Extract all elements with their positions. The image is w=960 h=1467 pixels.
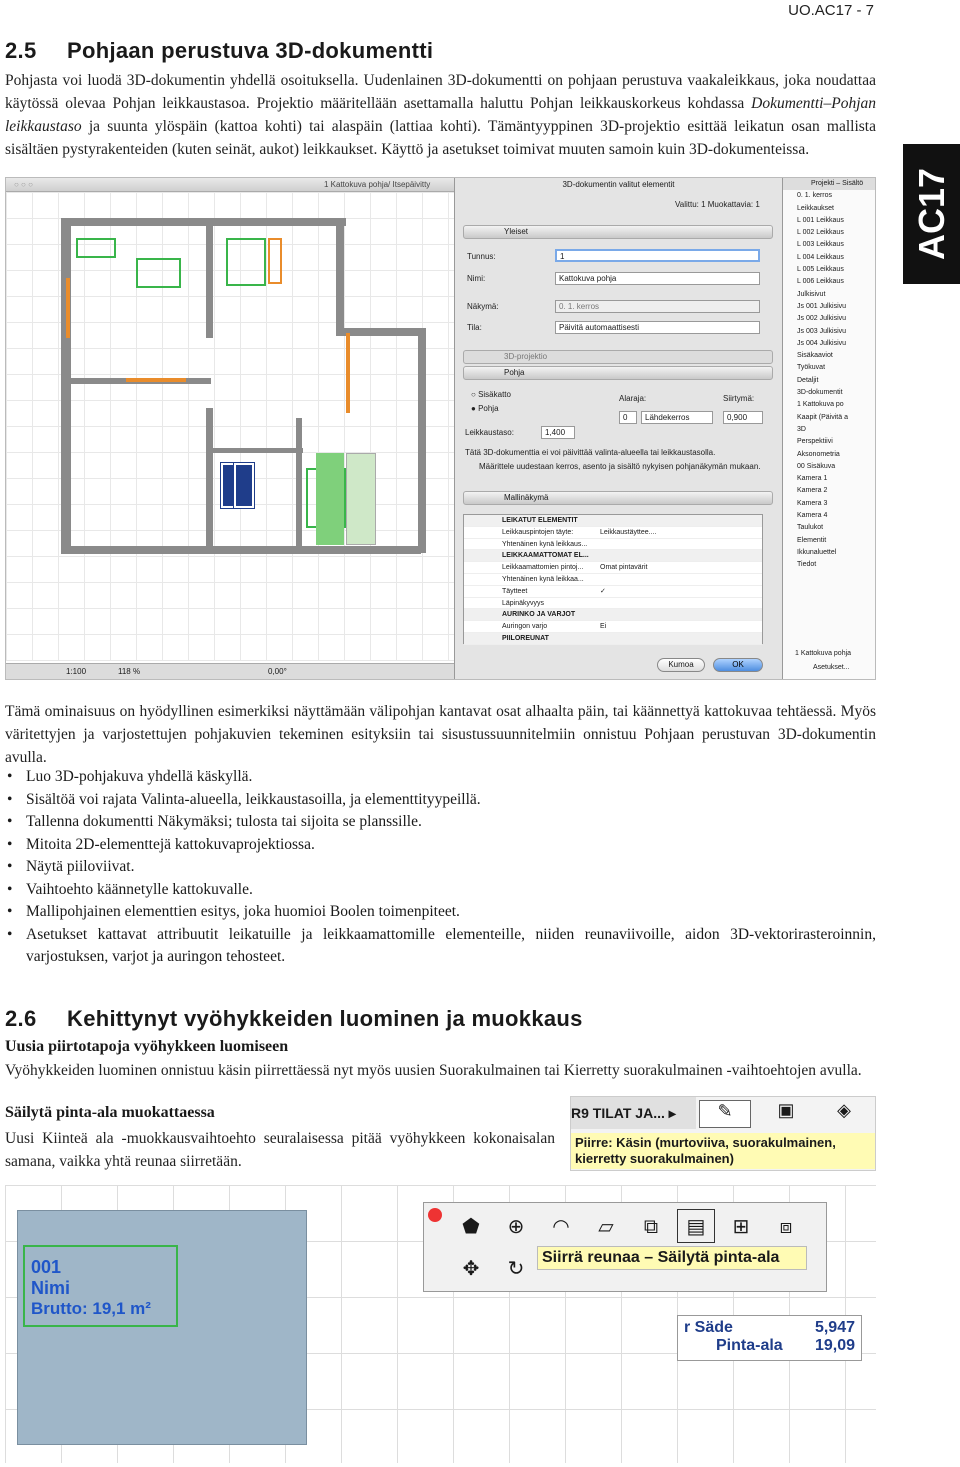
feature-item: • Luo 3D-pohjakuva yhdellä käskyllä. — [5, 766, 876, 789]
model-table-row[interactable]: Yhtenäinen kynä leikkaus... — [464, 539, 762, 551]
navigator-item[interactable]: Ikkunaluettel — [797, 548, 837, 556]
tracker-area-row — [684, 1337, 855, 1355]
id-label: Tunnus: — [467, 252, 496, 261]
tracker-box — [677, 1315, 862, 1361]
curve-edge-icon[interactable]: ◠ — [552, 1216, 570, 1238]
model-table-row[interactable]: Leikkauspintojen täyte: Leikkaustäyttee.... — [464, 527, 762, 539]
dialog-title: 3D-dokumentin valitut elementit — [562, 180, 675, 189]
intro-text-b: ja suunta ylöspäin (kattoa kohti) tai alaspäin (lattiaa kohti). Tämäntyyppinen 3D-projektio esittää leikatun osan mallista sisältäen pystyrakenteiden (kuten seinät, aukot) leikkaukset. Käyttö ja asetukset toimivat muuten samoin kuin 3D-dokumenteissa. — [5, 118, 876, 158]
model-table-row[interactable]: Leikkaamattomien pintoj... Omat pintavärit — [464, 562, 762, 574]
tracker-radius-row — [684, 1319, 855, 1337]
close-icon[interactable] — [428, 1208, 442, 1222]
navigator-item[interactable]: Julkisivut — [797, 290, 826, 298]
model-view-table — [463, 514, 763, 644]
navigator-item[interactable]: Kamera 1 — [797, 475, 828, 483]
radius-value[interactable]: 5,947 — [814, 1319, 855, 1336]
panel-3d-projection[interactable]: 3D-projektio — [463, 350, 773, 364]
area-value[interactable]: 19,09 — [814, 1337, 855, 1354]
keep-area-text: Uusi Kiinteä ala -muokkausvaihtoehto seuralaisessa pitää vyöhykkeen kokonaisalan samana, vaikka yhtä reunaa siirretään. — [5, 1130, 555, 1170]
subtract-polygon-icon[interactable]: ⧈ — [779, 1216, 793, 1238]
lower-limit-label: Alaraja: — [619, 394, 647, 403]
scale-readout[interactable]: 1:100 — [66, 667, 87, 676]
panel-general[interactable]: Yleiset — [463, 225, 773, 239]
navigator-item[interactable]: Taulukot — [797, 524, 824, 532]
draw-methods-text: Vyöhykkeiden luominen onnistuu käsin piirrettäessä nyt myös uusien Suorakulmainen tai Kierretty suorakulmainen -vaihtoehtojen avulla. — [5, 1062, 862, 1079]
add-polygon-icon[interactable]: ⊞ — [732, 1216, 750, 1238]
model-table-row[interactable]: Läpinäkyvyys — [464, 598, 762, 610]
shift-field[interactable]: 0,900 — [723, 411, 763, 424]
model-table-row[interactable]: PIILOREUNAT — [464, 633, 762, 645]
navigator-item[interactable]: Detaljit — [797, 376, 819, 384]
window-controls-icon[interactable]: ○ ○ ○ — [14, 180, 33, 189]
redefine-checkbox[interactable]: Määrittele uudestaan kerros, asento ja sisältö nykyisen pohjanäkymän mukaan. — [479, 462, 761, 471]
state-select[interactable]: Päivitä automaattisesti — [555, 321, 760, 334]
section-heading-2-5 — [5, 38, 433, 64]
navigator-item[interactable]: 3D-dokumentit — [797, 389, 843, 397]
navigator-item[interactable]: Js 004 Julkisivu — [797, 339, 847, 347]
navigator-item[interactable]: Aksonometria — [797, 450, 840, 458]
selection-settings-dialog — [454, 178, 782, 680]
navigator-item[interactable]: Js 003 Julkisivu — [797, 327, 847, 335]
floor-plan-window — [6, 178, 456, 680]
feature-list — [5, 766, 876, 969]
state-label: Tila: — [467, 323, 482, 332]
feature-item: • Vaihtoehto käännetylle kattokuvalle. — [5, 879, 876, 902]
feature-item: • Mitoita 2D-elementtejä kattokuvaprojektiossa. — [5, 834, 876, 857]
navigator-selected[interactable]: 1 Kattokuva pohja — [795, 650, 852, 657]
name-field[interactable]: Kattokuva pohja — [555, 272, 760, 285]
zone-area: Brutto: 19,1 m² — [31, 1299, 151, 1318]
navigator-item[interactable]: L 003 Leikkaus — [797, 241, 844, 249]
ok-button[interactable]: OK — [713, 658, 763, 672]
project-navigator — [782, 178, 876, 680]
navigator-item[interactable]: Elementit — [797, 536, 827, 544]
navigator-item[interactable]: 0. 1. kerros — [797, 192, 833, 200]
cancel-button[interactable]: Kumoa — [657, 658, 705, 672]
id-field[interactable]: 1 — [555, 249, 760, 262]
shift-label: Siirtymä: — [723, 394, 755, 403]
feature-item: • Sisältöä voi rajata Valinta-alueella, leikkaustasoilla, ja elementtityypeillä. — [5, 789, 876, 812]
panel-plan[interactable]: Pohja — [463, 366, 773, 380]
rotated-rectangle-icon[interactable]: ◈ — [837, 1100, 851, 1120]
plan-status-bar — [6, 663, 456, 680]
section-title: Kehittynyt vyöhykkeiden luominen ja muokkaus — [67, 1006, 583, 1031]
section-title: Pohjaan perustuva 3D-dokumentti — [67, 38, 434, 63]
navigator-item[interactable]: Kamera 4 — [797, 512, 828, 520]
area-label: Pinta-ala — [716, 1337, 783, 1354]
navigator-tree — [783, 190, 876, 571]
zone-name: Nimi — [31, 1278, 71, 1298]
selection-count: Valittu: 1 Muokattavia: 1 — [675, 200, 760, 209]
window-title: 1 Kattokuva pohja/ Itsepäivitty — [324, 180, 431, 189]
navigator-item[interactable]: 00 Sisäkuva — [797, 462, 836, 470]
zone-stamp[interactable] — [23, 1245, 178, 1327]
intro-paragraph — [5, 69, 876, 161]
tool-menu[interactable]: R9 TILAT JA... ▸ — [571, 1097, 696, 1129]
rotate-icon[interactable]: ↻ — [507, 1258, 525, 1280]
radio-inside[interactable]: ○ Sisäkatto — [471, 390, 511, 399]
radio-plan[interactable]: ● Pohja — [471, 404, 499, 413]
zoom-readout[interactable]: 118 % — [118, 667, 141, 676]
draw-method-tooltip: Piirre: Käsin (murtoviiva, suorakulmainen, kierretty suorakulmainen) — [571, 1133, 876, 1169]
model-table-row[interactable]: LEIKATUT ELEMENTIT — [464, 515, 762, 527]
angle-readout[interactable]: 0,00° — [268, 667, 287, 676]
navigator-item[interactable]: Tiedot — [797, 561, 817, 569]
rectangle-draw-icon[interactable]: ▣ — [777, 1100, 795, 1120]
navigator-settings-button[interactable]: Asetukset... — [813, 664, 850, 671]
feature-item: • Näytä piiloviivat. — [5, 856, 876, 879]
page-id: UO.AC17 - 7 — [788, 2, 874, 19]
name-label: Nimi: — [467, 274, 486, 283]
navigator-item[interactable]: Perspektiivi — [797, 438, 833, 446]
chapter-tab-label: AC17 — [910, 167, 952, 261]
keep-area-icon[interactable]: ▤ — [677, 1209, 715, 1243]
move-node-icon[interactable]: ⊕ — [507, 1216, 525, 1238]
navigator-item[interactable]: Js 001 Julkisivu — [797, 302, 847, 310]
cut-plane-field[interactable]: 1,400 — [541, 426, 575, 439]
view-label: Näkymä: — [467, 302, 499, 311]
section-number: 2.6 — [5, 1006, 37, 1031]
navigator-item[interactable]: Js 002 Julkisivu — [797, 315, 847, 323]
navigator-item[interactable]: Sisäkaaviot — [797, 352, 833, 360]
view-field: 0. 1. kerros — [555, 300, 760, 313]
navigator-item[interactable]: Kamera 2 — [797, 487, 828, 495]
navigator-item[interactable]: L 001 Leikkaus — [797, 216, 844, 224]
zone-tool-screenshot — [570, 1096, 876, 1171]
navigator-item[interactable]: Leikkaukset — [797, 204, 834, 212]
model-table-row[interactable]: AURINKO JA VARJOT — [464, 609, 762, 621]
drag-icon[interactable]: ✥ — [462, 1258, 480, 1280]
navigator-item[interactable]: 3D — [797, 425, 806, 433]
info-text: Tätä 3D-dokumenttia ei voi päivittää valinta-alueella tai leikkaustasolla. — [465, 448, 716, 457]
model-table-row[interactable]: LEIKKAAMATTOMAT EL... — [464, 550, 762, 562]
panel-model-view[interactable]: Mallinäkymä — [463, 491, 773, 505]
radius-label: r Säde — [684, 1319, 733, 1336]
zone-number: 001 — [31, 1257, 62, 1277]
floor-select[interactable]: Lähdekerros — [641, 411, 713, 424]
cut-plane-label: Leikkaustaso: — [465, 428, 514, 437]
section-number: 2.5 — [5, 38, 37, 63]
intro-text-italic: Dokumentti–Pohjan leikkaustaso — [5, 95, 876, 135]
navigator-title: Projekti – Sisältö — [783, 178, 876, 190]
navigator-item[interactable]: L 006 Leikkaus — [797, 278, 844, 286]
offset-all-icon[interactable]: ⧉ — [643, 1216, 659, 1238]
subheading-draw-methods: Uusia piirtotapoja vyöhykkeen luomiseen — [5, 1038, 289, 1055]
archicad-screenshot — [5, 177, 876, 680]
navigator-item[interactable]: L 002 Leikkaus — [797, 229, 844, 237]
model-table-row[interactable]: Auringon varjo Ei — [464, 621, 762, 633]
navigator-item[interactable]: L 005 Leikkaus — [797, 266, 844, 274]
navigator-item[interactable]: Kaapit (Päivitä a — [797, 413, 848, 421]
lower-limit-field[interactable]: 0 — [619, 411, 637, 424]
usage-paragraph: Tämä ominaisuus on hyödyllinen esimerkiksi näyttämään välipohjan kantavat osat alhaalta päin, tai käännettyä kattokuvaa tehtäessä. Myös väritettyjen ja varjostettujen pohjakuvien tekeminen esityksiin tai sisustussuunnitelmiin onnistuu Pohjaan perustuvan 3D-dokumentin avulla. — [5, 703, 876, 766]
zone-edit-screenshot — [5, 1185, 876, 1463]
feature-item: • Asetukset kattavat attribuutit leikatuille ja leikkaamattomille elementeille, niiden reunaviivoille, aidon 3D-vektorirasteroinnin, varjostuksen, varjot ja auringon tehosteet. — [5, 924, 876, 969]
navigator-item[interactable]: 1 Kattokuva po — [797, 401, 844, 409]
navigator-item[interactable]: Kamera 3 — [797, 499, 828, 507]
edit-tooltip: Siirrä reunaa – Säilytä pinta-ala — [537, 1246, 807, 1270]
feature-item: • Mallipohjainen elementtien esitys, joka huomioi Boolen toimenpiteet. — [5, 901, 876, 924]
subheading-keep-area: Säilytä pinta-ala muokattaessa — [5, 1104, 215, 1121]
add-node-icon[interactable]: ⬟ — [462, 1216, 480, 1238]
feature-item: • Tallenna dokumentti Näkymäksi; tulosta tai sijoita se planssille. — [5, 811, 876, 834]
model-table-row[interactable]: Yhtenäinen kynä leikkaa... — [464, 574, 762, 586]
intro-text-a: Pohjasta voi luodä 3D-dokumentin yhdellä osoituksella. Uudenlainen 3D-dokumentti on pohjaan perustuva vaakaleikkaus, joka noudattaa käytössä olevaa Pohjan leikkaustasoa. Projektio määritellään asettamalla haluttu Pohjan leikkauskorkeus kohdassa — [5, 72, 876, 112]
navigator-item[interactable]: Työkuvat — [797, 364, 826, 372]
section-heading-2-6 — [5, 1006, 583, 1032]
navigator-item[interactable]: L 004 Leikkaus — [797, 253, 844, 261]
offset-edge-icon[interactable]: ▱ — [598, 1216, 614, 1238]
model-table-row[interactable]: Täytteet ✓ — [464, 586, 762, 598]
chapter-tab — [903, 144, 960, 284]
freehand-draw-icon[interactable]: ✎ — [699, 1100, 751, 1128]
